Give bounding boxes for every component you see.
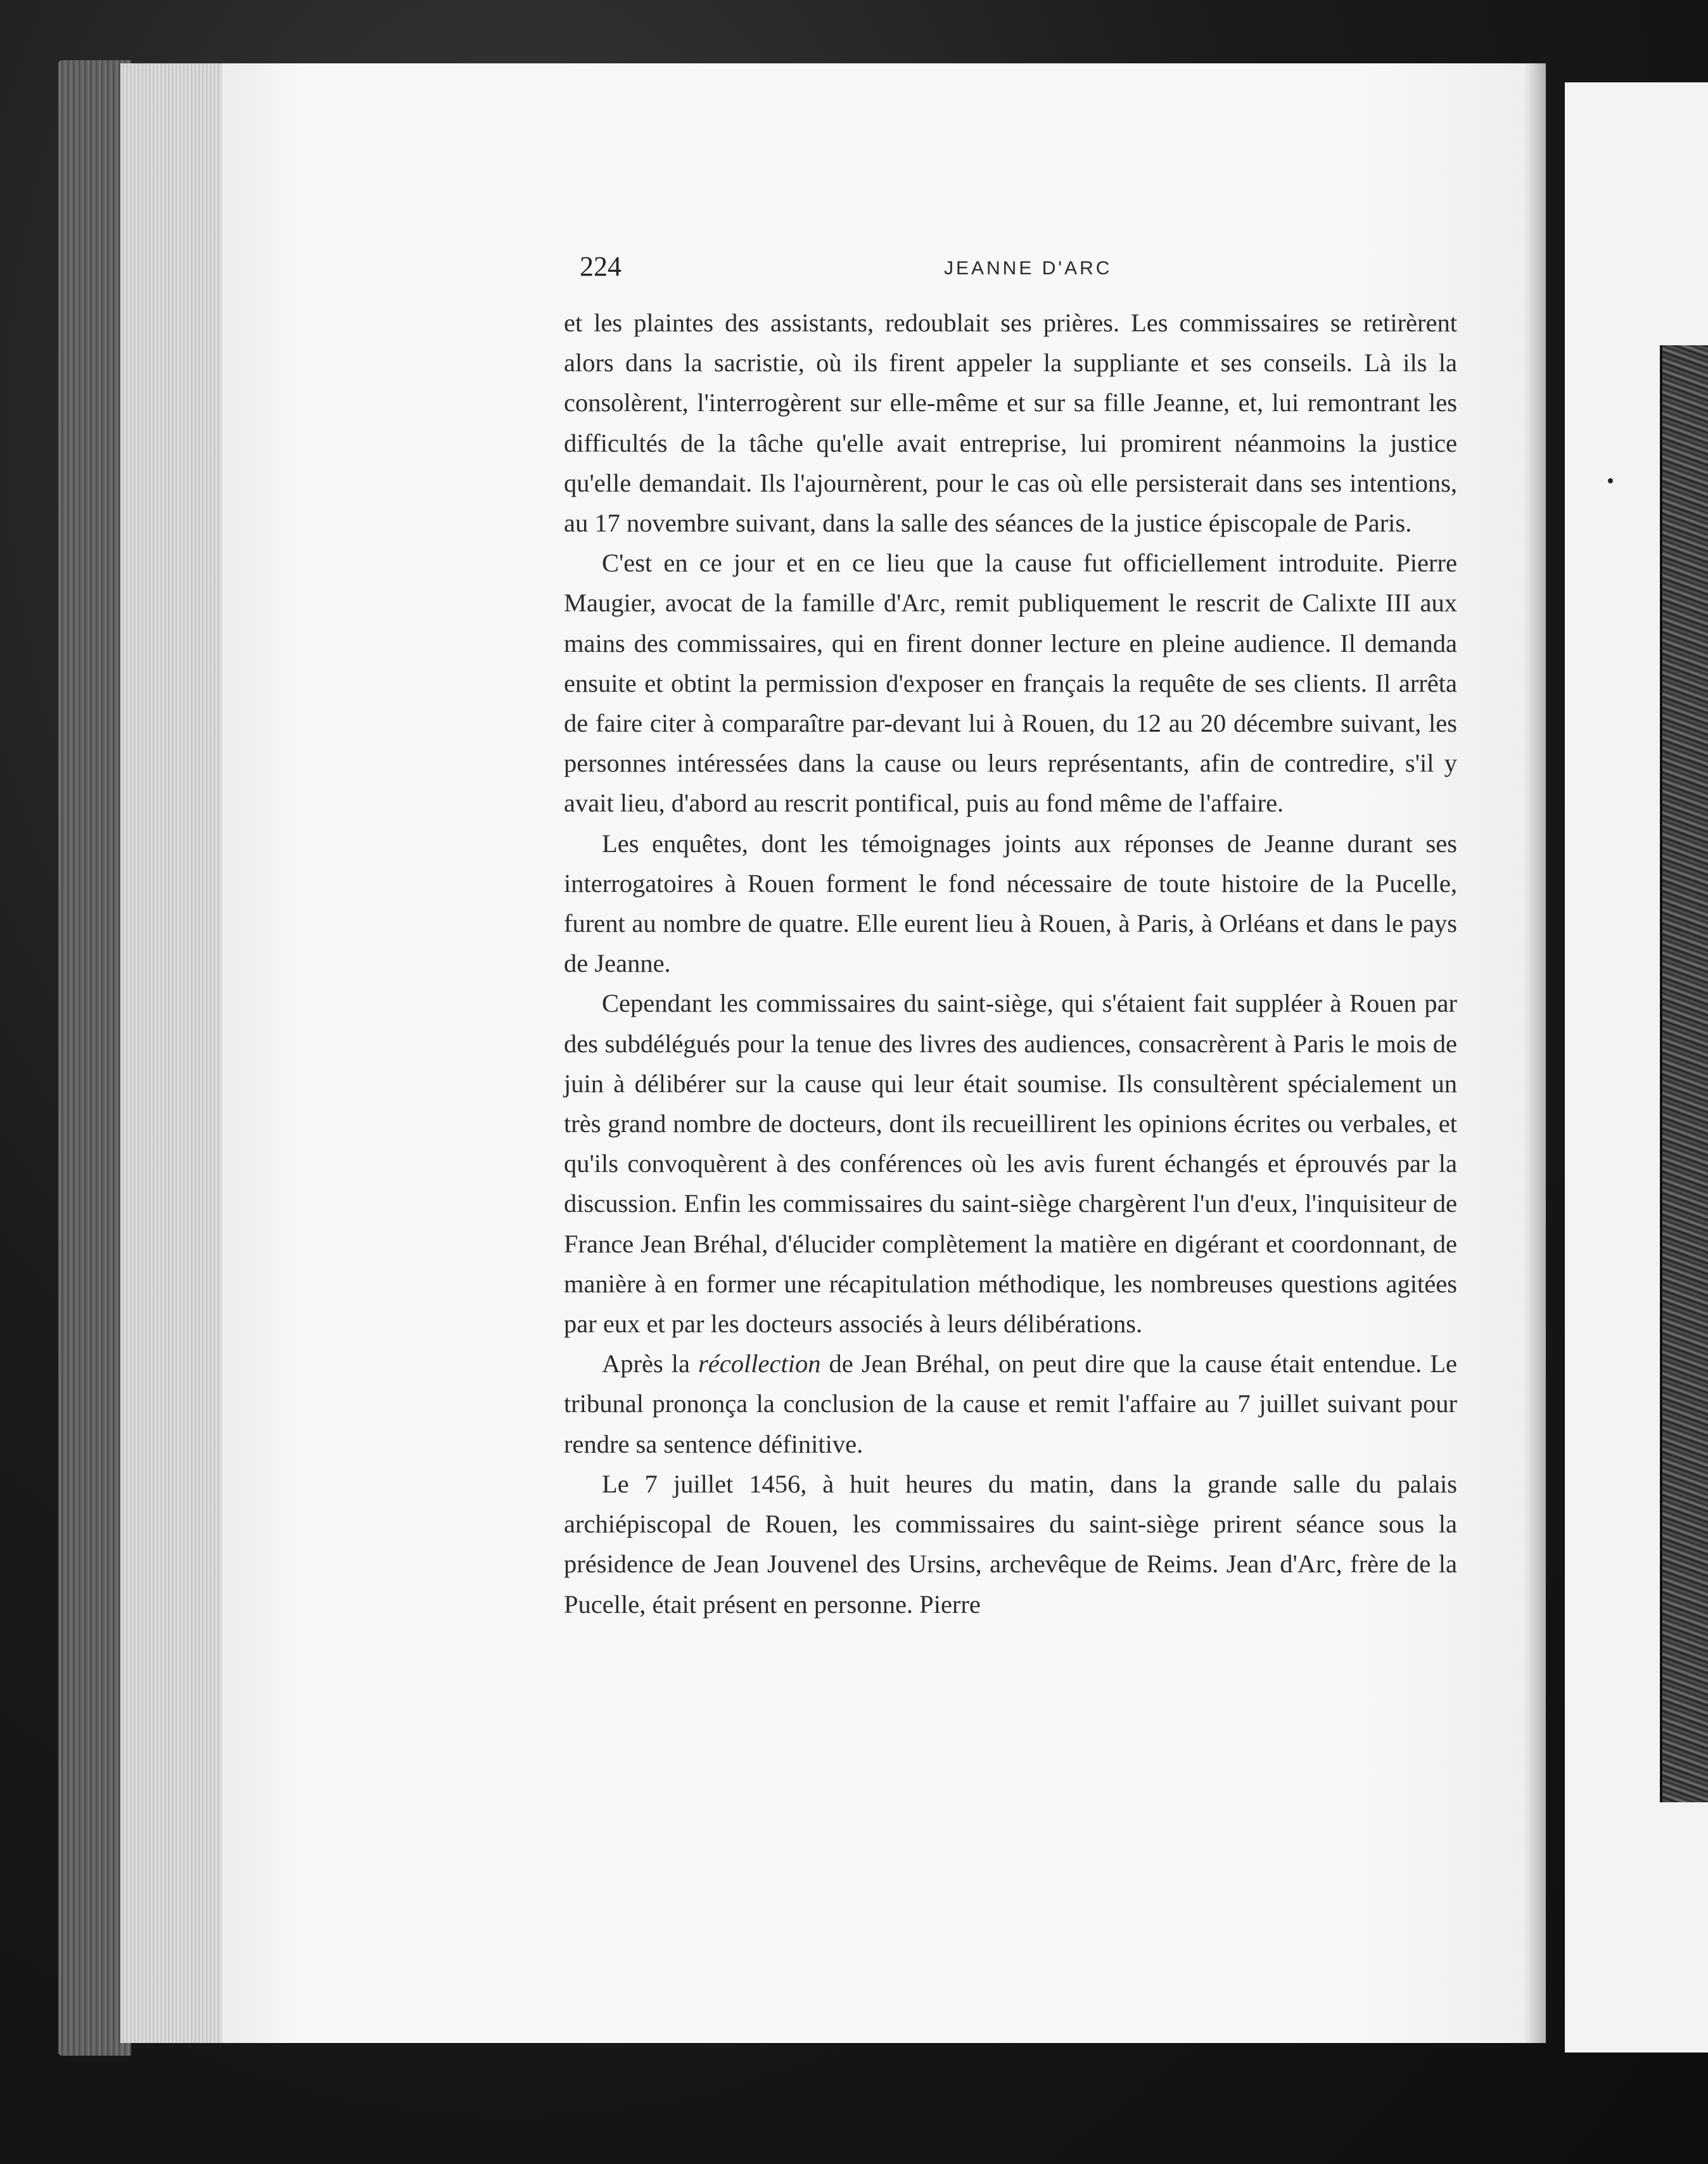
paragraph: C'est en ce jour et en ce lieu que la cause fut officiellement introduite. Pierre Maugier, avocat de la famille d'Arc, remit publiquement le rescrit de Calixte III aux mains des commissaires, qui en firent donner lecture en pleine audience. Il demanda ensuite et obtint la permission d'exposer en français la requête de ses clients. Il arrêta de faire citer à comparaître par-devant lui à Rouen, du 12 au 20 décembre suivant, les personnes intéressées dans la cause ou leurs représentants, afin de contredire, s'il y avait lieu, d'abord au rescrit pontifical, puis au fond même de l'affaire.: [564, 549, 1457, 818]
page-stack-edges: [120, 63, 225, 2043]
paragraph-recollection: [564, 1344, 1457, 1464]
paragraph-continued: et les plaintes des assistants, redoublait ses prières. Les commissaires se retirèrent alors dans la sacristie, où ils firent appeler la suppliante et ses conseils. Là ils la consolèrent, l'interrogèrent sur elle-même et sur sa fille Jeanne, et, lui remontrant les difficultés de la tâche qu'elle avait entreprise, lui promirent néanmoins la justice qu'elle demandait. Ils l'ajournèrent, pour le cas où elle persisterait dans ses intentions, au 17 novembre suivant, dans la salle des séances de la justice épiscopale de Paris.: [564, 309, 1457, 538]
running-title: JEANNE D'ARC: [944, 258, 1112, 279]
facing-page-speck: [1608, 478, 1613, 483]
page-header: [580, 250, 1486, 288]
italic-term: récollection: [698, 1349, 821, 1378]
page-number: 224: [580, 251, 621, 282]
paragraph-text-after: de Jean Bréhal, on peut dire que la cause était entendue. Le tribunal prononça la conclusion de la cause et remit l'affaire au 7 juillet suivant pour rendre sa sentence définitive.: [564, 1349, 1457, 1458]
paragraph: Le 7 juillet 1456, à huit heures du matin, dans la grande salle du palais archiépiscopal de Rouen, les commissaires du saint-siège prirent séance sous la présidence de Jean Jouvenel des Ursins, archevêque de Reims. Jean d'Arc, frère de la Pucelle, était présent en personne. Pierre: [564, 1469, 1457, 1619]
paragraph: Les enquêtes, dont les témoignages joints aux réponses de Jeanne durant ses interrogatoires à Rouen forment le fond nécessaire de toute histoire de la Pucelle, furent au nombre de quatre. Elle eurent lieu à Rouen, à Paris, à Orléans et dans le pays de Jeanne.: [564, 829, 1457, 978]
paragraph: Cependant les commissaires du saint-siège, qui s'étaient fait suppléer à Rouen par des subdélégués pour la tenue des livres des audiences, consacrèrent à Paris le mois de juin à délibérer sur la cause qui leur était soumise. Ils consultèrent spécialement un très grand nombre de docteurs, dont ils recueillirent les opinions écrites ou verbales, et qu'ils convoquèrent à des conférences où les avis furent échangés et éprouvés par la discussion. Enfin les commissaires du saint-siège chargèrent l'un d'eux, l'inquisiteur de France Jean Bréhal, d'élucider complètement la matière en digérant et coordonnant, de manière à en former une récapitulation méthodique, les nombreuses questions agitées par eux et par les docteurs associés à leurs délibérations.: [564, 989, 1457, 1339]
facing-page-engraving: [1660, 345, 1708, 1802]
gutter-shadow: [1524, 63, 1546, 2043]
body-text: [564, 303, 1457, 1624]
paragraph-text-before: Après la: [602, 1349, 699, 1378]
